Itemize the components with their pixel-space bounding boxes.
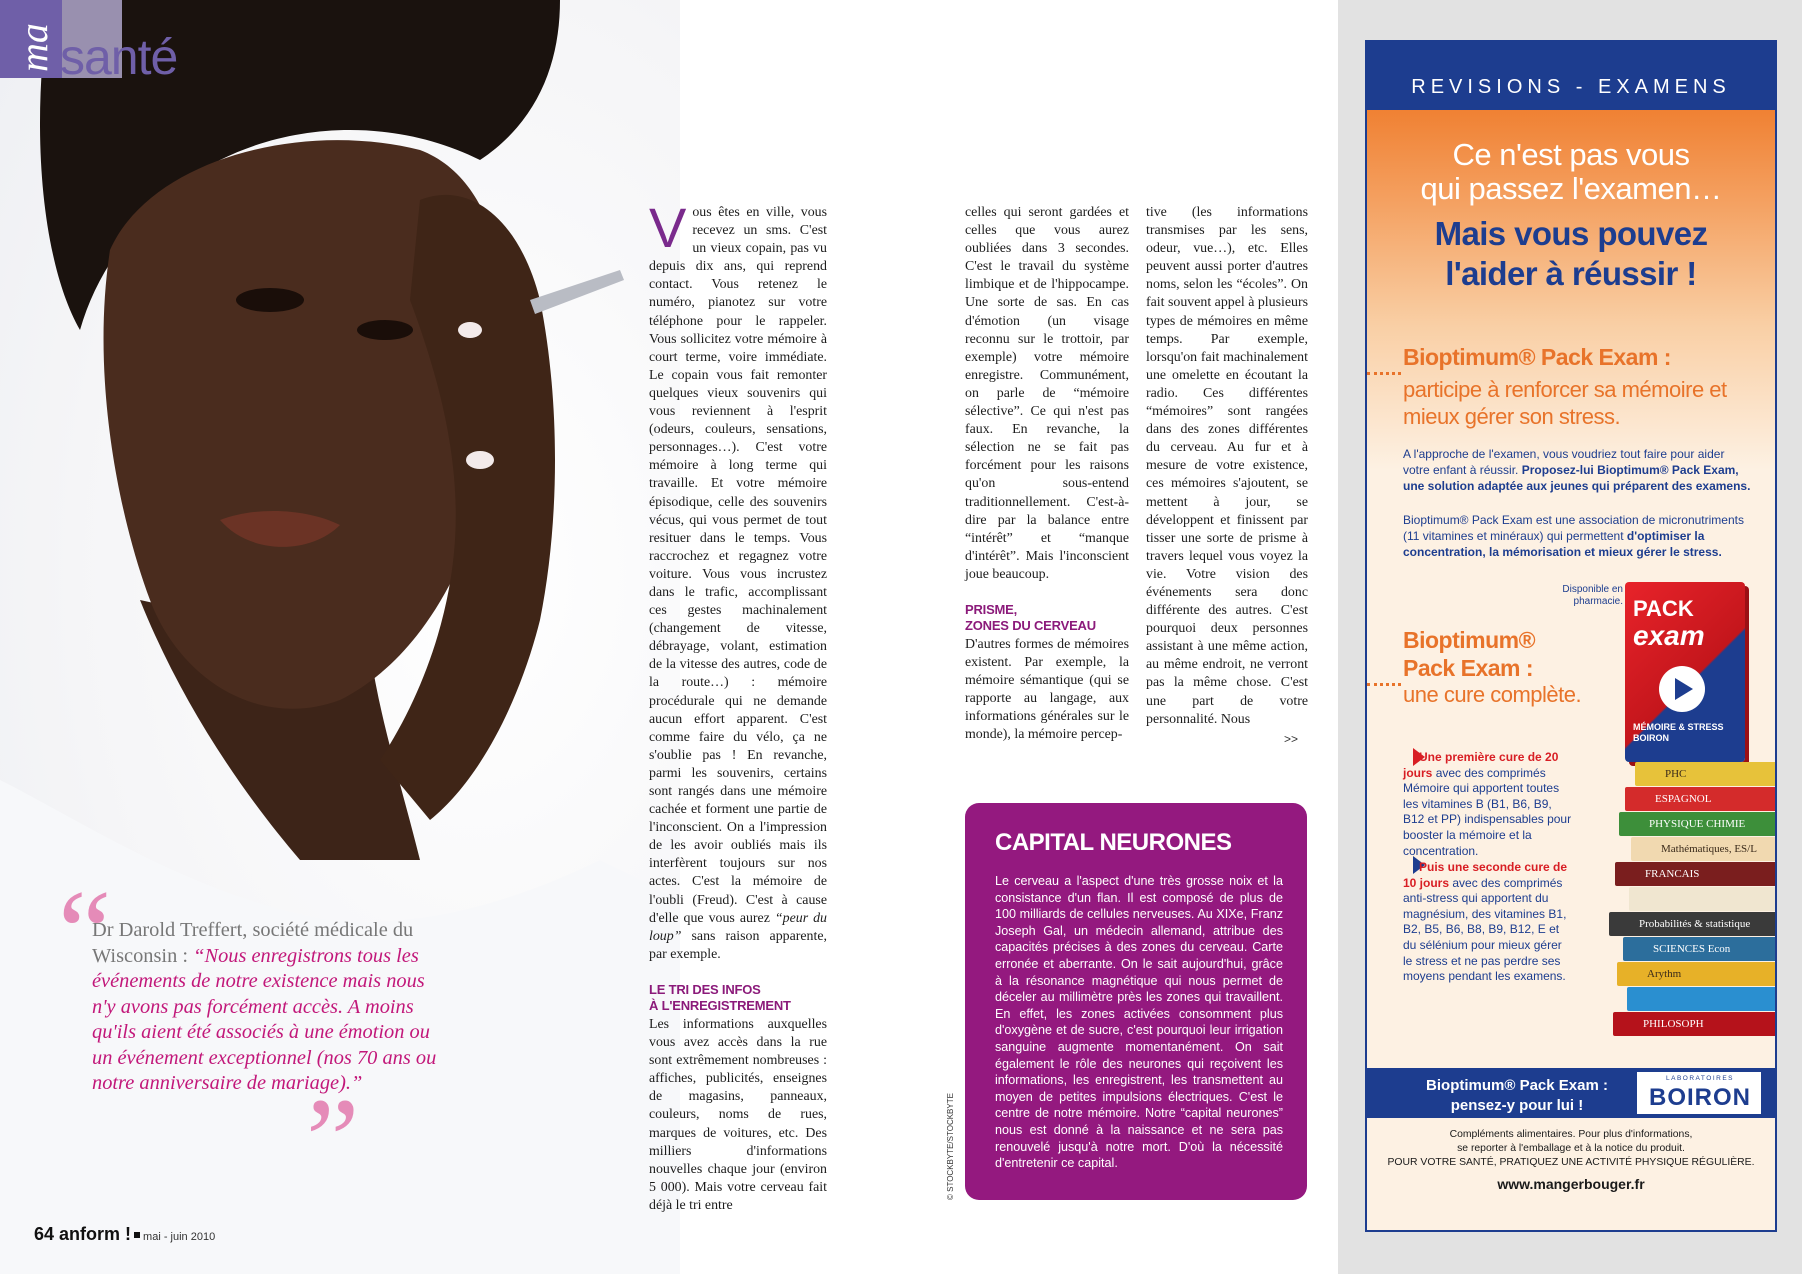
intro-end: sans raison apparente, par exemple.	[649, 928, 827, 962]
magazine-name: anform !	[59, 1224, 132, 1244]
pack-exam: exam	[1633, 620, 1705, 651]
ad-headline-2: Mais vous pouvez l'aider à réussir !	[1434, 215, 1708, 292]
book-spine: FRANCAIS	[1615, 862, 1777, 886]
cure-subtitle: une cure complète.	[1403, 682, 1582, 707]
page-number: 64	[34, 1224, 55, 1244]
pack-foot: MÉMOIRE & STRESS BOIRON	[1633, 722, 1724, 743]
dotted-line-1	[1367, 372, 1401, 375]
product-paragraph-1: A l'approche de l'examen, vous voudriez tout faire pour aider votre enfant à réussir. Proposez-lui Bioptimum® Pack Exam, une solution adaptée aux jeunes qui préparent des examens.	[1403, 447, 1751, 493]
ad-banner: REVISIONS - EXAMENS	[1411, 76, 1731, 98]
book-spine: Arythm	[1617, 962, 1777, 986]
pack-label: PACK	[1633, 596, 1694, 621]
ad-headline-1: Ce n'est pas vous qui passez l'examen…	[1420, 137, 1722, 206]
right-page	[1338, 0, 1802, 1274]
rubric-ma: ma	[11, 23, 56, 72]
paragraph-prisme: D'autres formes de mémoires existent. Par exemple, la mémoire sémantique (qui se rapporte au langage, aux informations générales sur le monde), la mémoire percep-	[965, 636, 1129, 743]
pen-shape	[530, 270, 624, 314]
intro-paragraph	[649, 196, 827, 964]
issue-date: mai - juin 2010	[143, 1231, 216, 1243]
cure-title: Bioptimum® Pack Exam :	[1403, 627, 1536, 681]
product-title: Bioptimum® Pack Exam :	[1403, 344, 1671, 370]
book-spine: ESPAGNOL	[1625, 787, 1777, 811]
intro-italic: “peur du loup”	[649, 910, 827, 944]
product-paragraph-2: Bioptimum® Pack Exam est une association de micronutriments (11 vitamines et minéraux) qui permettent d'optimiser la concentration, la mémorisation et mieux gérer le stress.	[1403, 513, 1744, 559]
quote-text: “Nous enregistrons tous les événements de notre existence mais nous n'y avons pas forcément accès. A moins qu'ils aient été associés à une émotion ou un événement exceptionnel (nos 70 ans ou notre anniversaire de mariage).”	[92, 944, 437, 1094]
nail-1	[458, 322, 482, 338]
product-subtitle: participe à renforcer sa mémoire et mieux gérer son stress.	[1403, 377, 1727, 429]
paragraph-tri: Les informations auxquelles vous avez accès dans la rue sont extrêmement nombreuses : affiches, publicités, enseignes de magasins, panneaux, couleurs, noms de rues, marques de voitures, etc. Des milliers d'informations nouvelles chaque jour (environ 5 000). Mais votre cerveau fait déjà le tri entre	[649, 1016, 827, 1213]
book-spine: PHC	[1635, 762, 1777, 786]
dotted-line-2	[1367, 683, 1401, 686]
boiron-lab: LABORATOIRES	[1666, 1075, 1734, 1082]
article-column-2	[965, 204, 1129, 745]
cure-bullet-1: Une première cure de 20 jours avec des comprimés Mémoire qui apportent toutes les vitamines B (B1, B6, B9, B12 et PP) indispensables pour booster la mémoire et la concentration.	[1403, 750, 1572, 858]
quote-author: Dr Darold Treffert, société médicale du Wisconsin :	[92, 919, 414, 967]
photo-credit: © STOCKBYTE/STOCKBYTE	[946, 1093, 955, 1200]
capital-neurones-box	[965, 803, 1307, 1200]
product-pack	[1625, 582, 1745, 762]
paragraph-selective: celles qui seront gardées et celles que vous aurez oubliées dans 3 secondes. C'est le travail du système limbique et de l'hippocampe. Une sorte de sas. En cas d'émotion (un visage reconnu sur le trottoir, par exemple) votre mémoire enregistre. Communément, on parle de “mémoire sélective”. Ce qui n'est pas faux. En revanche, la sélection ne se fait pas forcément pour les raisons qu'on sous-entend traditionnellement. C'est-à-dire par la balance entre “intérêt” et “manque d'intérêt”. Mais l'inconscient joue beaucoup.	[965, 205, 1129, 582]
box-title: CAPITAL NEURONES	[995, 829, 1232, 856]
book-spine	[1627, 987, 1777, 1011]
intro-text: ous êtes en ville, vous recevez un sms. C'est un vieux copain, pas vu depuis dix ans, qui reprend contact. Vous retenez le numéro, pianotez sur votre téléphone pour le rappeler. Vous sollicitez votre mémoire à court terme, voire immédiate. Le copain vous fait remonter quelques vieux souvenirs qui vous reviennent à l'esprit (odeurs, couleurs, sensations, personnages…). C'est votre mémoire à long terme qui travaille. Et votre mémoire épisodique, celle des souvenirs vécus, qui vous permet de tout resituer dans le temps. Vous raccrochez et regagnez votre voiture. Vous vous incrustez dans le trafic, accomplissant ces gestes machinalement (changement de vitesse, débrayage, volant, estimation de la vitesse des autres, code de la route…) : mémoire procédurale qui ne demande aucun effort apparent. C'est comme faire du vélo, ça ne s'oublie pas ! En revanche, parmi les souvenirs, certains sont rangés dans une mémoire cachée et forment une partie de l'inconscient. On a l'impression de les avoir oubliés mais ils interfèrent toujours sur nos actes. C'est la mémoire de l'oubli (Freud). C'est à cause d'elle que vous aurez	[649, 205, 827, 926]
square-icon	[134, 1232, 140, 1238]
page-footer	[34, 1224, 215, 1245]
subhead-tri: LE TRI DES INFOS À L'ENREGISTREMENT	[649, 981, 791, 1013]
ad-tagline: Bioptimum® Pack Exam : pensez-y pour lui !	[1426, 1077, 1608, 1114]
continue-arrow: >>	[1284, 732, 1299, 746]
boiron-logo: BOIRON	[1649, 1084, 1751, 1111]
article-column-1	[649, 196, 827, 1215]
book-spine: Probabilités & statistique	[1609, 912, 1777, 936]
book-spine: PHILOSOPH	[1613, 1012, 1777, 1036]
ad-website: www.mangerbouger.fr	[1497, 1176, 1645, 1192]
cure-bullet-2: Puis une seconde cure de 10 jours avec des comprimés anti-stress qui apportent du magnésium, des vitamines B1, B2, B5, B6, B8, B9, B12, E et du sélénium pour mieux gérer le stress et ne pas perdre ses moyens pendant les examens.	[1403, 860, 1568, 984]
rubric-sante: santé	[60, 29, 178, 85]
article-column-3	[1146, 204, 1308, 729]
book-spine: Mathématiques, ES/L	[1631, 837, 1777, 861]
paragraph-perceptive: tive (les informations transmises par les sens, odeur, vue…), etc. Elles peuvent aussi porter d'autres noms, selon les “écoles”. On fait souvent appel à plusieurs types de mémoires en même temps. Par exemple, lorsqu'on fait machinalement une omelette en écoutant la radio. Ces différentes “mémoires” sont rangées dans des zones différentes du cerveau. Au fur et à mesure de votre existence, ces mémoires s'ajoutent, se mettent à jour, se développent et finissent par tisser une sorte de prisme à travers lequel vous voyez la vie. Votre vision des événements sera donc différente des autres. C'est pourquoi deux personnes assistant à une même action, au même endroit, ne verront pas la même chose. C'est une part de votre personnalité. Nous	[1146, 205, 1309, 727]
dropcap: V	[649, 196, 687, 259]
play-icon	[1659, 666, 1705, 712]
eye-left	[236, 288, 304, 312]
book-spine: PHYSIQUE CHIMIE	[1619, 812, 1777, 836]
book-stack	[1595, 762, 1777, 1042]
box-text: Le cerveau a l'aspect d'une très grosse noix et la consistance d'un flan. Il est composé de plus de 100 milliards de cellules nerveuses. Au XIXe, Franz Joseph Gal, un médecin allemand, attribue des capacités précises à des zones du cerveau. Carte erronée et aberrante. On le sait aujourd'hui, grâce à la résonance magnétique qui nous permet de déceler au millimètre près les zones qui travaillent. En effet, les zones activées consomment plus d'oxygène et de sucre, c'est pourquoi leur irrigation sanguine augmente momentanément. On sait également le rôle des neurones qui reçoivent les informations, les enregistrent, les transmettent au moyen de petites impulsions électriques. C'est le centre de notre mémoire. Notre “capital neurones” nous est donné à la naissance et ne sera pas renouvelé jusqu'à notre mort. D'où la nécessité d'entretenir ce capital.	[995, 874, 1283, 1171]
subhead-prisme: PRISME, ZONES DU CERVEAU	[965, 601, 1096, 633]
advertisement	[1365, 40, 1777, 1232]
book-spine: SCIENCES Econ	[1623, 937, 1777, 961]
book-spine	[1629, 887, 1777, 911]
eye-right	[357, 320, 413, 340]
availability-note: Disponible en pharmacie.	[1562, 584, 1623, 607]
section-rubric	[0, 0, 190, 85]
quote-open-mark: “	[58, 865, 112, 998]
quote-close-mark: ”	[306, 1073, 360, 1206]
ad-disclaimer: Compléments alimentaires. Pour plus d'informations, se reporter à l'emballage et à la notice du produit. POUR VOTRE SANTÉ, PRATIQUEZ UNE ACTIVITÉ PHYSIQUE RÉGULIÈRE.	[1387, 1129, 1755, 1168]
pull-quote	[92, 918, 452, 1097]
nail-2	[466, 451, 494, 469]
